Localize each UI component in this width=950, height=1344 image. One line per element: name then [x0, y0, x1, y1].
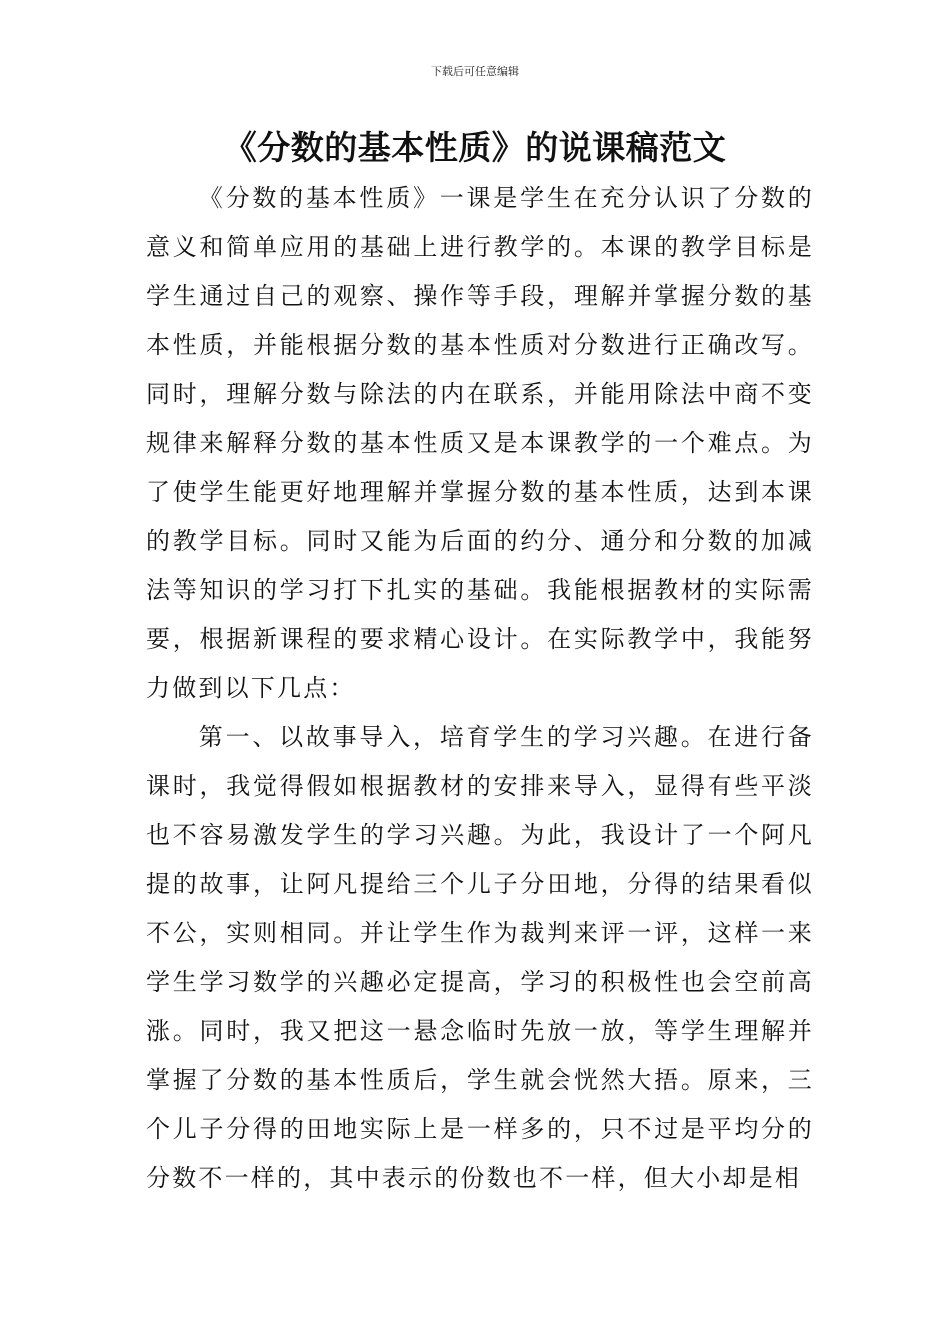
paragraph-first-point: 第一、以故事导入，培育学生的学习兴趣。在进行备课时，我觉得假如根据教材的安排来导入，显得有些平淡也不容易激发学生的学习兴趣。为此，我设计了一个阿凡提的故事，让阿凡提给三个儿子分田地，分得的结果看似不公，实则相同。并让学生作为裁判来评一评，这样一来学生学习数学的兴趣必定提高，学习的积极性也会空前高涨。同时，我又把这一悬念临时先放一放，等学生理解并掌握了分数的基本性质后，学生就会恍然大捂。原来，三个儿子分得的田地实际上是一样多的，只不过是平均分的分数不一样的，其中表示的份数也不一样，但大小却是相	[146, 723, 814, 1192]
document-title: 《分数的基本性质》的说课稿范文	[223, 128, 727, 167]
paragraph-intro: 《分数的基本性质》一课是学生在充分认识了分数的意义和简单应用的基础上进行教学的。本课的教学目标是学生通过自己的观察、操作等手段，理解并掌握分数的基本性质，并能根据分数的基本性质对分数进行正确改写。同时，理解分数与除法的内在联系，并能用除法中商不变规律来解释分数的基本性质又是本课教学的一个难点。为了使学生能更好地理解并掌握分数的基本性质，达到本课的教学目标。同时又能为后面的约分、通分和分数的加减法等知识的学习打下扎实的基础。我能根据教材的实际需要，根据新课程的要求精心设计。在实际教学中，我能努力做到以下几点：	[146, 184, 814, 702]
page-header-note: 下载后可任意编辑	[431, 65, 519, 78]
document-body	[146, 174, 814, 1203]
